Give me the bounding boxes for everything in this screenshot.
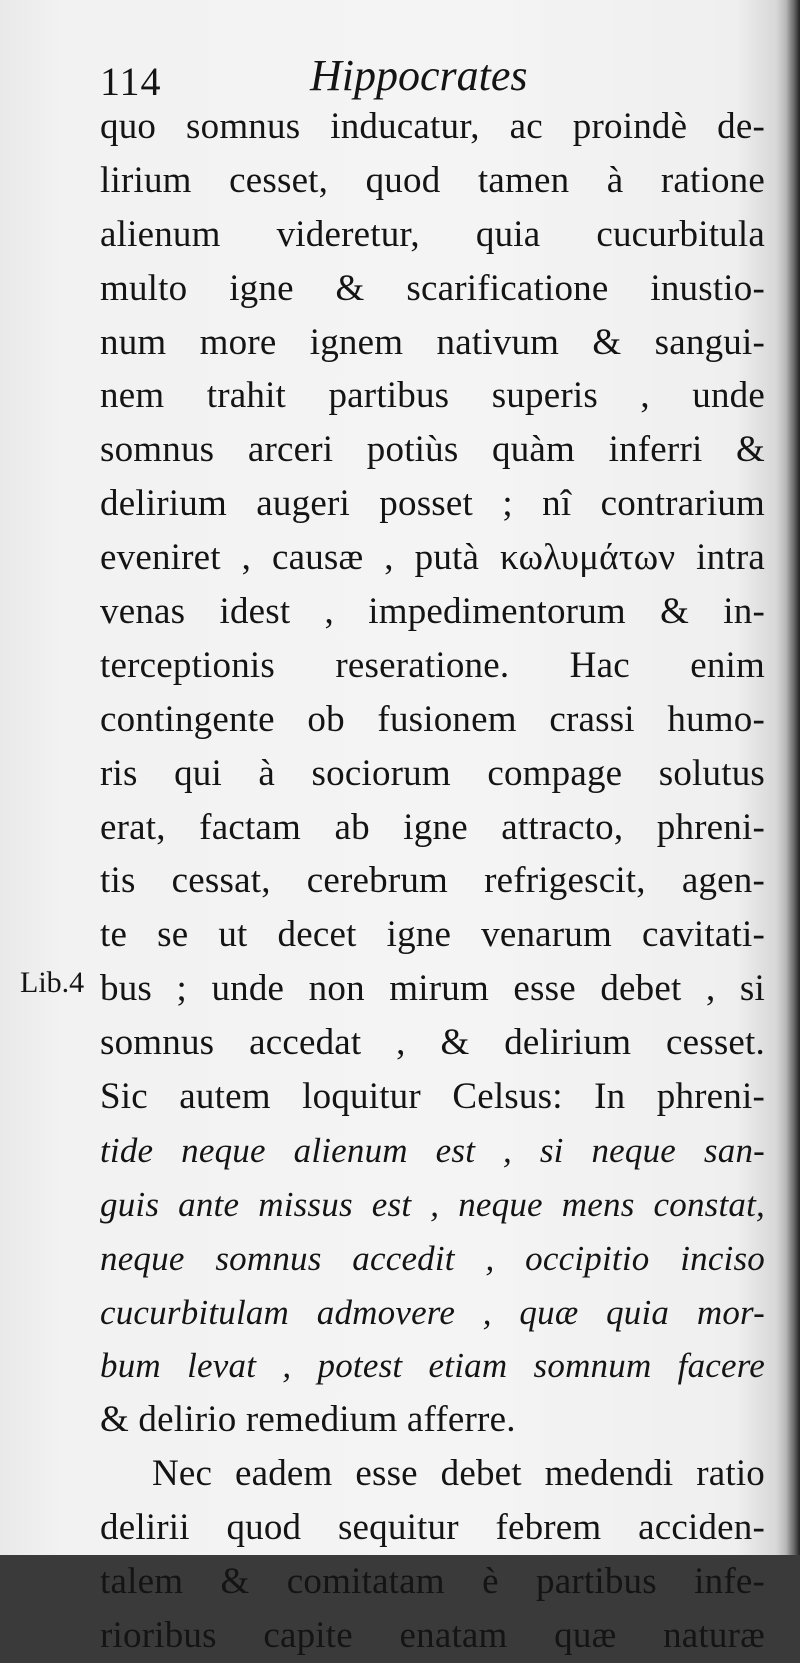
text-line: delirium augeri posset ; nî contrarium [100,483,765,525]
quoted-line: guis ante missus est , neque mens constat, [100,1184,765,1224]
text-line: quo somnus inducatur, ac proindè de- [100,106,765,147]
text-line: contingente ob fusionem crassi humo- [100,698,765,740]
quoted-line: cucurbitulam admovere , quæ quia mor- [100,1292,765,1332]
text-line: alienum videretur, quia cucurbitula [100,213,765,255]
text-line: num more ignem nativum & sangui- [100,321,765,363]
text-line: Sic autem loquitur Celsus: In phreni- [100,1076,765,1118]
running-head [100,46,760,106]
text-line: ris qui à sociorum compage solutus [100,752,765,794]
text-line: talem & comitatam è partibus infe- [100,1561,765,1603]
quoted-line: bum levat , potest etiam somnum facere [100,1346,765,1386]
text-line: te se ut decet igne venarum cavitati- [100,914,765,956]
text-line: rioribus capite enatam quæ naturæ [100,1614,765,1656]
text-line: somnus accedat , & delirium cesset. [100,1022,765,1064]
quoted-line: tide neque alienum est , si neque san- [100,1130,765,1170]
running-title: Hippocrates [310,51,528,100]
margin-note: Lib.4 [20,966,85,999]
text-line: lirium cesset, quod tamen à ratione [100,159,765,201]
text-line: multo igne & scarificatione inustio- [100,267,765,309]
text-line: bus ; unde non mirum esse debet , si [100,968,765,1010]
text-line: delirii quod sequitur febrem acciden- [100,1507,765,1549]
text-line: tis cessat, cerebrum refrigescit, agen- [100,860,765,902]
page-gutter-shadow [786,0,800,1555]
paragraph-first-line: Nec eadem esse debet medendi ratio [152,1453,765,1495]
body-text [100,100,765,1663]
text-line: terceptionis reseratione. Hac enim [100,644,765,686]
text-line: erat, factam ab igne attracto, phreni- [100,806,765,848]
text-line: somnus arceri potiùs quàm inferri & [100,429,765,471]
text-line: nem trahit partibus superis , unde [100,375,765,417]
text-line: & delirio remedium afferre. [100,1399,516,1441]
text-line: venas idest , impedimentorum & in- [100,591,765,633]
page-number: 114 [100,59,162,104]
quoted-line: neque somnus accedit , occipitio inciso [100,1238,765,1278]
text-line: eveniret , causæ , putà κωλυμάτων intra [100,537,765,579]
